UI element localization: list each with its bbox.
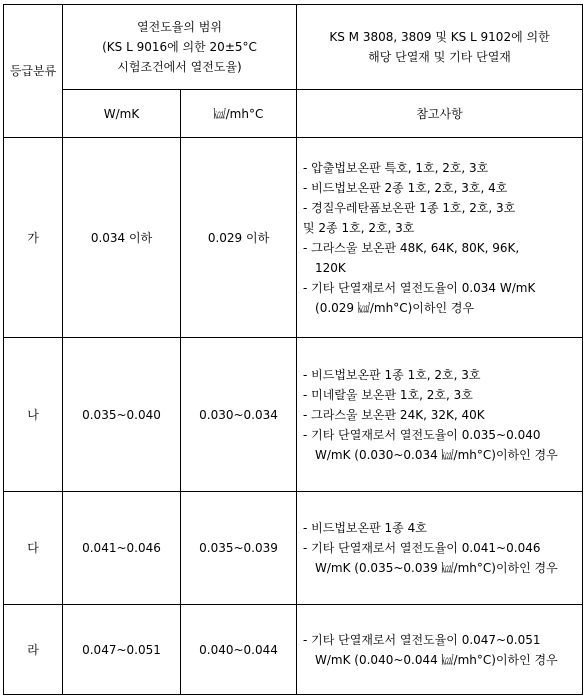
header-row-top bbox=[4, 5, 583, 90]
kcal-cell: 0.040~0.044 bbox=[181, 605, 297, 695]
note-line: - 그라스울 보온판 48K, 64K, 80K, 96K, bbox=[303, 240, 520, 255]
note-item bbox=[303, 198, 576, 238]
grade-cell: 나 bbox=[4, 338, 63, 492]
grade-cell: 가 bbox=[4, 138, 63, 338]
notes-cell bbox=[297, 492, 583, 605]
note-line: - 기타 단열재로서 열전도율이 0.035~0.040 bbox=[303, 427, 541, 442]
range-header-line: 열전도율의 범위 bbox=[137, 20, 222, 34]
note-line: W/mK (0.040~0.044 ㎉/mh°C)이하인 경우 bbox=[315, 652, 558, 667]
note-line: - 미네랄울 보온판 1호, 2호, 3호 bbox=[303, 387, 473, 402]
kcal-cell: 0.029 이하 bbox=[181, 138, 297, 338]
note-line: - 기타 단열재로서 열전도율이 0.047~0.051 bbox=[303, 632, 541, 647]
materials-header-line: KS M 3808, 3809 및 KS L 9102에 의한 bbox=[329, 30, 550, 44]
note-item bbox=[303, 518, 576, 538]
table-row bbox=[4, 492, 583, 605]
notes-cell bbox=[297, 138, 583, 338]
note-item bbox=[303, 425, 576, 465]
grade-header: 등급분류 bbox=[4, 5, 63, 138]
note-line: - 비드법보온판 1종 1호, 2호, 3호 bbox=[303, 367, 481, 382]
conductivity-range-header bbox=[63, 5, 297, 90]
unit-wmk-header: W/mK bbox=[63, 90, 181, 138]
range-header-line: 시험조건에서 열전도율) bbox=[117, 60, 242, 74]
table-row bbox=[4, 138, 583, 338]
note-line: - 압출법보온판 특호, 1호, 2호, 3호 bbox=[303, 160, 489, 175]
insulation-grade-table bbox=[3, 4, 583, 695]
notes-cell bbox=[297, 605, 583, 695]
note-line: - 비드법보온판 2종 1호, 2호, 3호, 4호 bbox=[303, 180, 508, 195]
note-line: W/mK (0.030~0.034 ㎉/mh°C)이하인 경우 bbox=[315, 447, 558, 462]
note-item bbox=[303, 238, 576, 278]
note-line: W/mK (0.035~0.039 ㎉/mh°C)이하인 경우 bbox=[315, 561, 558, 575]
note-line: - 그라스울 보온판 24K, 32K, 40K bbox=[303, 407, 485, 422]
unit-kcal-header: ㎉/mh°C bbox=[181, 90, 297, 138]
notes-header: 참고사항 bbox=[297, 90, 583, 138]
note-item bbox=[303, 178, 576, 198]
wmk-cell: 0.035~0.040 bbox=[63, 338, 181, 492]
grade-cell: 다 bbox=[4, 492, 63, 605]
note-item bbox=[303, 538, 576, 578]
note-line: - 기타 단열재로서 열전도율이 0.034 W/mK bbox=[303, 280, 536, 295]
range-header-line: (KS L 9016에 의한 20±5°C bbox=[102, 40, 257, 54]
wmk-cell: 0.034 이하 bbox=[63, 138, 181, 338]
note-line: - 경질우레탄폼보온판 1종 1호, 2호, 3호 bbox=[303, 200, 516, 215]
materials-header bbox=[297, 5, 583, 90]
notes-cell bbox=[297, 338, 583, 492]
note-line: 120K bbox=[315, 260, 346, 275]
note-line: 및 2종 1호, 2호, 3호 bbox=[303, 220, 415, 235]
note-item bbox=[303, 158, 576, 178]
note-line: - 비드법보온판 1종 4호 bbox=[303, 521, 427, 535]
materials-header-line: 해당 단열재 및 기타 단열재 bbox=[368, 50, 511, 64]
kcal-cell: 0.035~0.039 bbox=[181, 492, 297, 605]
note-line: - 기타 단열재로서 열전도율이 0.041~0.046 bbox=[303, 541, 541, 555]
note-item bbox=[303, 630, 576, 670]
note-line: (0.029 ㎉/mh°C)이하인 경우 bbox=[315, 300, 475, 315]
note-item bbox=[303, 278, 576, 318]
wmk-cell: 0.041~0.046 bbox=[63, 492, 181, 605]
note-item bbox=[303, 405, 576, 425]
table-row bbox=[4, 338, 583, 492]
kcal-cell: 0.030~0.034 bbox=[181, 338, 297, 492]
note-item bbox=[303, 385, 576, 405]
wmk-cell: 0.047~0.051 bbox=[63, 605, 181, 695]
header-row-bottom bbox=[4, 90, 583, 138]
note-item bbox=[303, 365, 576, 385]
table-row bbox=[4, 605, 583, 695]
grade-cell: 라 bbox=[4, 605, 63, 695]
